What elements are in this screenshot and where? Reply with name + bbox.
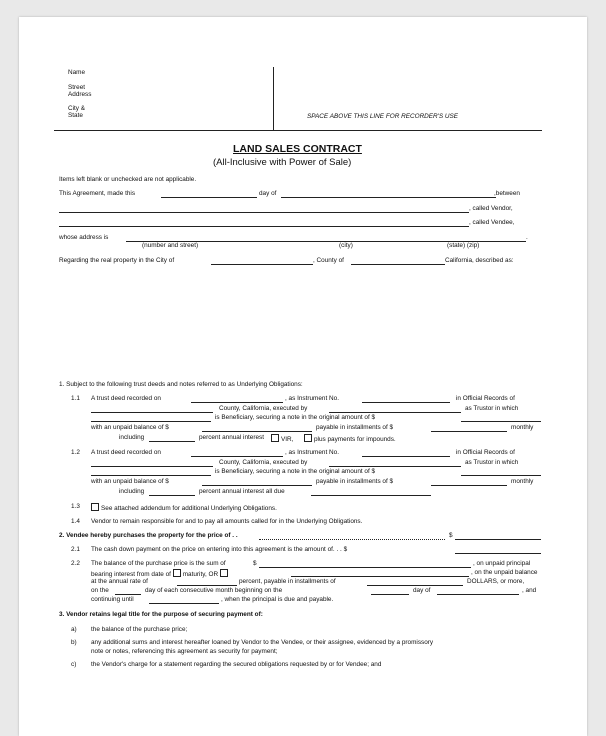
item-1-1-original-blank[interactable]	[461, 421, 541, 422]
item-1-1-date-blank[interactable]	[191, 402, 283, 403]
item-2-1-number: 2.1	[71, 546, 80, 553]
or-date-blank[interactable]	[291, 576, 469, 577]
item-3c-text: the Vendor's charge for a statement regarding the secured obligations requested by or for Vendee; and	[91, 661, 382, 668]
item-2-2-n: , when the principal is due and payable.	[221, 596, 334, 603]
recorder-rule	[54, 130, 542, 131]
item-1-3-number: 1.3	[71, 503, 80, 510]
blank-note: Items left blank or unchecked are not applicable.	[59, 176, 197, 183]
date-blank[interactable]	[281, 197, 496, 198]
item-1-2-c: in Official Records of	[456, 449, 515, 456]
item-2-2-c: bearing interest from date of maturity, OR	[91, 569, 230, 578]
item-1-2-d: County, California, executed by	[219, 459, 308, 466]
item-1-2-b: , as Instrument No.	[285, 449, 339, 456]
section-2-leader	[259, 539, 445, 540]
item-2-2-e: , on the unpaid balance	[471, 569, 538, 576]
item-2-2-h: DOLLARS, or more,	[467, 578, 525, 585]
item-1-1-instrument-blank[interactable]	[362, 402, 450, 403]
item-1-2-number: 1.2	[71, 449, 80, 456]
begin-month-blank[interactable]	[437, 594, 519, 595]
item-1-1-c: in Official Records of	[456, 395, 515, 402]
item-1-2-a: A trust deed recorded on	[91, 449, 161, 456]
state-label: State	[68, 112, 83, 119]
item-3c-number: c)	[71, 661, 77, 668]
city-label: City &	[68, 105, 86, 112]
address-label: Address	[68, 91, 92, 98]
item-3b-text-2: note or notes, referencing this agreement as security for payment;	[91, 648, 278, 655]
header-divider	[273, 67, 274, 131]
item-1-2-due-blank[interactable]	[311, 495, 431, 496]
item-1-1-d: County, California, executed by	[219, 405, 308, 412]
page-subtitle: (All-Inclusive with Power of Sale)	[213, 157, 352, 168]
addendum-checkbox[interactable]	[91, 503, 99, 511]
item-1-1-i: monthly	[511, 424, 534, 431]
price-dollar: $	[449, 532, 453, 539]
item-2-2-k: day of	[413, 587, 431, 594]
item-2-1-text: The cash down payment on the price on entering into this agreement is the amount of. . . $	[91, 546, 348, 553]
until-blank[interactable]	[149, 603, 219, 604]
item-1-3-text: See attached addendum for additional Underlying Obligations.	[101, 505, 277, 512]
street-label: Street	[68, 84, 86, 91]
item-1-2-instrument-blank[interactable]	[362, 456, 450, 457]
day-number-blank[interactable]	[115, 594, 141, 595]
regarding-label: Regarding the real property in the City of	[59, 257, 175, 264]
california-described-label: California, described as:	[445, 257, 514, 264]
item-3a-text: the balance of the purchase price;	[91, 626, 188, 633]
between-label: ,between	[494, 190, 520, 197]
impounds-label: plus payments for impounds.	[314, 436, 396, 443]
rate-blank[interactable]	[177, 585, 237, 586]
item-1-1-unpaid-blank[interactable]	[202, 431, 312, 432]
begin-day-blank[interactable]	[371, 594, 409, 595]
item-1-2-h: payable in installments of $	[316, 478, 394, 485]
day-of-label: day of	[259, 190, 277, 197]
item-1-1-h: payable in installments of $	[316, 424, 394, 431]
item-1-1-k: percent annual interest	[199, 434, 265, 441]
item-3a-number: a)	[71, 626, 77, 633]
section-1-heading: 1. Subject to the following trust deeds and notes referred to as Underlying Obligations:	[59, 381, 303, 388]
item-1-2-county-blank[interactable]	[91, 466, 213, 467]
item-1-1-g: with an unpaid balance of $	[91, 424, 169, 431]
city-blank[interactable]	[211, 264, 313, 265]
agreement-made-label: This Agreement, made this	[59, 190, 136, 197]
item-1-2-rate-blank[interactable]	[149, 495, 195, 496]
section-3-heading: 3. Vendor retains legal title for the purpose of securing payment of:	[59, 611, 263, 618]
impounds-checkbox[interactable]	[304, 434, 312, 442]
item-1-2-original-blank[interactable]	[461, 475, 541, 476]
item-2-2-a: The balance of the purchase price is the sum of	[91, 560, 226, 567]
or-checkbox[interactable]	[220, 569, 228, 577]
item-1-1-b: , as Instrument No.	[285, 395, 339, 402]
item-1-1-installment-blank[interactable]	[431, 431, 507, 432]
address-period: .	[526, 234, 528, 241]
item-2-2-b: , on unpaid principal	[473, 560, 531, 567]
from-date-checkbox[interactable]	[173, 569, 181, 577]
day-blank[interactable]	[161, 197, 257, 198]
item-2-2-l: , and	[522, 587, 537, 594]
item-2-2-m: continuing until	[91, 596, 134, 603]
item-1-1-e: as Trustor in which	[465, 405, 519, 412]
item-1-1-county-blank[interactable]	[91, 412, 213, 413]
item-1-2-unpaid-blank[interactable]	[202, 485, 312, 486]
item-1-1-impounds[interactable]	[304, 434, 396, 443]
county-blank[interactable]	[351, 264, 445, 265]
item-1-2-beneficiary-blank[interactable]	[91, 475, 211, 476]
item-1-2-trustor-blank[interactable]	[329, 466, 461, 467]
county-of-label: , County of	[313, 257, 344, 264]
item-1-1-trustor-blank[interactable]	[329, 412, 461, 413]
item-1-1-rate-blank[interactable]	[149, 441, 195, 442]
item-1-2-i: monthly	[511, 478, 534, 485]
item-1-2-k: percent annual interest all due	[199, 488, 285, 495]
item-1-1-f: is Beneficiary, securing a note in the original amount of $	[215, 414, 376, 421]
page-title: LAND SALES CONTRACT	[233, 143, 362, 155]
item-2-2-number: 2.2	[71, 560, 80, 567]
item-2-2-i: on the	[91, 587, 109, 594]
item-1-2-j: including	[119, 488, 145, 495]
sub-number-street: (number and street)	[142, 242, 199, 249]
item-1-1-number: 1.1	[71, 395, 80, 402]
vir-checkbox[interactable]	[271, 434, 279, 442]
name-label: Name	[68, 69, 86, 76]
balance-blank[interactable]	[259, 567, 471, 568]
item-1-2-f: is Beneficiary, securing a note in the original amount of $	[215, 468, 376, 475]
called-vendee-label: , called Vendee,	[469, 219, 515, 226]
item-1-1-a: A trust deed recorded on	[91, 395, 161, 402]
item-3b-number: b)	[71, 639, 77, 646]
item-1-2-installment-blank[interactable]	[431, 485, 507, 486]
sub-state-zip: (state) (zip)	[447, 242, 480, 249]
sub-city: (city)	[339, 242, 353, 249]
item-1-4-text: Vendor to remain responsible for and to pay all amounts called for in the Underlying Obligations.	[91, 518, 363, 525]
called-vendor-label: , called Vendor,	[469, 205, 513, 212]
item-3b-text-1: any additional sums and interest hereafter loaned by Vendor to the Vendee, or their assignee, evidenced by a promissory	[91, 639, 434, 646]
section-2-heading: 2. Vendee hereby purchases the property for the price of . .	[59, 532, 238, 539]
item-1-3[interactable]	[91, 503, 277, 512]
whose-address-label: whose address is	[59, 234, 109, 241]
down-payment-blank[interactable]	[455, 553, 541, 554]
item-1-2-e: as Trustor in which	[465, 459, 519, 466]
document-page	[19, 17, 587, 736]
vir-label: VIR,	[281, 436, 294, 443]
item-1-4-number: 1.4	[71, 518, 80, 525]
item-1-1-beneficiary-blank[interactable]	[91, 421, 211, 422]
item-2-2-dollar: $	[253, 560, 257, 567]
item-1-1-j: including	[119, 434, 145, 441]
item-2-2-j: day of each consecutive month beginning on the	[145, 587, 283, 594]
item-1-1-vir[interactable]	[271, 434, 293, 443]
item-1-2-g: with an unpaid balance of $	[91, 478, 169, 485]
item-1-2-date-blank[interactable]	[191, 456, 283, 457]
recorder-note: SPACE ABOVE THIS LINE FOR RECORDER'S USE	[307, 113, 459, 120]
item-2-2-f: at the annual rate of	[91, 578, 148, 585]
price-blank[interactable]	[455, 539, 541, 540]
installment-amount-blank[interactable]	[367, 585, 463, 586]
vendor-blank[interactable]	[59, 212, 469, 213]
vendee-blank[interactable]	[59, 226, 469, 227]
item-2-2-g: percent, payable in installments of	[239, 578, 336, 585]
